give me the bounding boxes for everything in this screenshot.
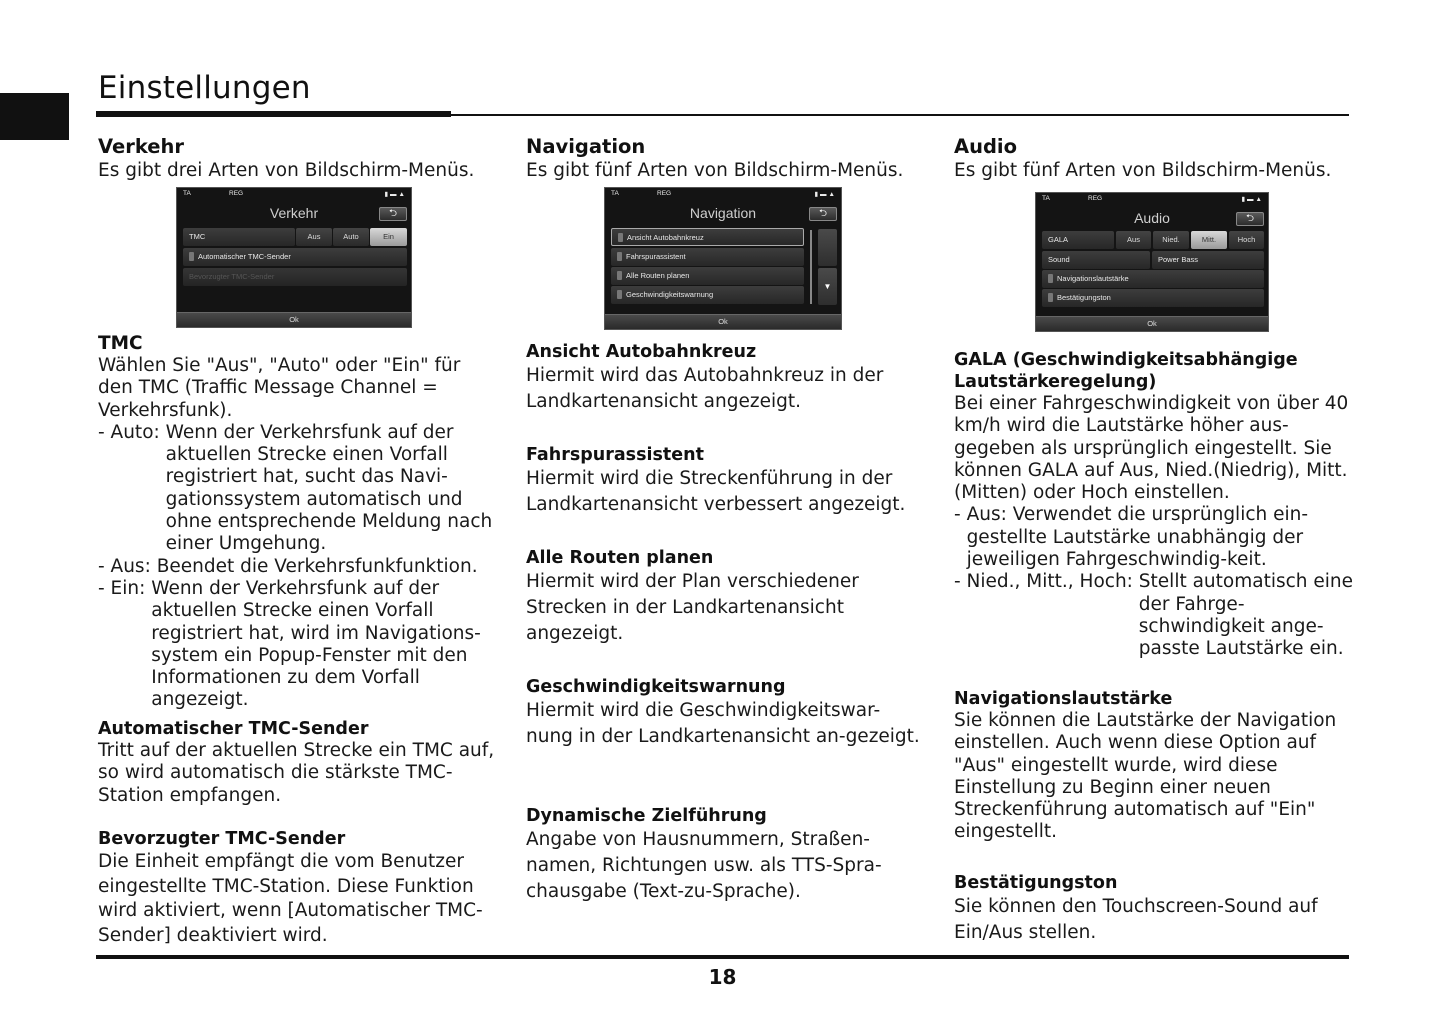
gala-option-mitt[interactable]: Mitt.	[1191, 231, 1227, 249]
back-icon[interactable]: ⮌	[1236, 212, 1264, 226]
bluetooth-battery-signal-icon: ▮▬▲	[814, 191, 837, 198]
sub-text: Angabe von Hausnummern, Straßen-namen, Richtungen usw. als TTS-Spra-chausgabe (Text-zu-Sprache).	[526, 829, 882, 902]
section-pref-tmc	[98, 828, 498, 948]
status-ta: TA	[1042, 195, 1050, 202]
section-intro: Es gibt drei Arten von Bildschirm-Menüs.	[98, 160, 475, 181]
section-tmc	[98, 333, 498, 712]
section-heading: Verkehr	[98, 135, 185, 158]
footer-rule	[96, 955, 1349, 959]
status-reg: REG	[657, 190, 672, 197]
tmc-item-ein: - Ein: Wenn der Verkehrsfunk auf der aktuellen Strecke einen Vorfall registriert hat, wird im Navigations-system ein Popup-Fenster mit den Informationen zu dem Vorfall angezeigt.	[98, 577, 481, 711]
sub-heading: Dynamische Zielführung	[526, 806, 767, 826]
row-navigationslautstaerke[interactable]: Navigationslautstärke	[1042, 270, 1264, 288]
row-auto-tmc[interactable]: Automatischer TMC-Sender	[183, 248, 407, 266]
gala-item-levels: - Nied., Mitt., Hoch: Stellt automatisch eine der Fahrge-schwindigkeit ange-passte Lautstärke ein.	[954, 571, 1354, 660]
tmc-text: Wählen Sie "Aus", "Auto" oder "Ein" für den TMC (Traffic Message Channel = Verkehrsfunk).	[98, 355, 461, 421]
screen-title: Navigation	[689, 205, 757, 221]
bluetooth-battery-signal-icon: ▮▬▲	[384, 191, 407, 198]
nav-volume-text: Sie können die Lautstärke der Navigation einstellen. Auch wenn diese Option auf "Aus" eingestellt wurde, wird diese Einstellung zu Beginn einer neuen Streckenführung automatisch auf "Ein" eingestellt.	[954, 710, 1337, 843]
ok-button[interactable]: Ok	[1036, 316, 1268, 331]
status-reg: REG	[1088, 195, 1103, 202]
gala-option-aus[interactable]: Aus	[1116, 231, 1151, 249]
title-rule	[96, 111, 451, 117]
checkbox-icon	[189, 252, 194, 261]
ok-button[interactable]: Ok	[177, 312, 411, 327]
section-dynamische-zielfuehrung	[526, 805, 926, 904]
checkbox-icon	[617, 290, 622, 299]
gala-item-aus: - Aus: Verwendet die ursprünglich ein-gestellte Lautstärke unabhängig der jeweiligen Fahrgeschwindig-keit.	[954, 504, 1309, 571]
row-bestaetigungston[interactable]: Bestätigungston	[1042, 289, 1264, 307]
section-auto-tmc	[98, 718, 498, 807]
screen-title: Audio	[1134, 210, 1170, 226]
sub-text: Hiermit wird die Streckenführung in der Landkartenansicht verbessert angezeigt.	[526, 468, 906, 515]
checkbox-icon	[1048, 293, 1053, 302]
nav-volume-heading: Navigationslautstärke	[954, 689, 1173, 709]
section-heading: Audio	[954, 135, 1018, 158]
section-alle-routen	[526, 547, 926, 646]
sub-heading: Fahrspurassistent	[526, 445, 704, 465]
status-bar	[177, 188, 411, 199]
tmc-option-aus[interactable]: Aus	[296, 228, 332, 246]
sound-button[interactable]: Sound	[1042, 251, 1150, 269]
pref-tmc-heading: Bevorzugter TMC-Sender	[98, 829, 346, 849]
section-nav-volume	[954, 688, 1354, 844]
verkehr-screen	[176, 187, 412, 328]
scrollbar-track[interactable]	[810, 230, 812, 304]
section-navigation	[526, 134, 926, 182]
navigation-screen	[604, 187, 842, 330]
sub-text: Hiermit wird die Geschwindigkeitswar-nung in der Landkartenansicht an-gezeigt.	[526, 700, 920, 747]
back-icon[interactable]: ⮌	[379, 207, 407, 221]
screen-title: Verkehr	[269, 205, 319, 221]
row-alle-routen[interactable]: Alle Routen planen	[611, 267, 804, 285]
sub-text: Hiermit wird der Plan verschiedener Strecken in der Landkartenansicht angezeigt.	[526, 571, 859, 644]
section-ansicht-autobahnkreuz	[526, 341, 926, 415]
back-icon[interactable]: ⮌	[809, 207, 837, 221]
checkbox-icon	[1048, 274, 1053, 283]
confirm-tone-heading: Bestätigungston	[954, 873, 1118, 893]
chapter-tab-marker	[0, 93, 69, 140]
sub-text: Hiermit wird das Autobahnkreuz in der Landkartenansicht angezeigt.	[526, 365, 884, 412]
pref-tmc-text: Die Einheit empfängt die vom Benutzer eingestellte TMC-Station. Diese Funktion wird aktiviert, wenn [Automatischer TMC-Sender] deaktiviert wird.	[98, 851, 483, 946]
section-audio	[954, 134, 1354, 182]
checkbox-icon	[617, 271, 622, 280]
section-intro: Es gibt fünf Arten von Bildschirm-Menüs.	[526, 160, 904, 181]
status-ta: TA	[183, 190, 191, 197]
row-geschwindigkeitswarnung[interactable]: Geschwindigkeitswarnung	[611, 286, 804, 304]
gala-option-hoch[interactable]: Hoch	[1229, 231, 1264, 249]
section-verkehr	[98, 134, 498, 182]
auto-tmc-heading: Automatischer TMC-Sender	[98, 719, 369, 739]
tmc-heading: TMC	[98, 333, 143, 354]
row-ansicht-autobahnkreuz[interactable]: Ansicht Autobahnkreuz	[611, 228, 804, 246]
section-gala	[954, 349, 1354, 661]
status-bar	[605, 188, 841, 199]
status-ta: TA	[611, 190, 619, 197]
checkbox-icon	[618, 233, 623, 242]
confirm-tone-text: Sie können den Touchscreen-Sound auf Ein/Aus stellen.	[954, 896, 1318, 943]
section-intro: Es gibt fünf Arten von Bildschirm-Menüs.	[954, 160, 1332, 181]
section-geschwindigkeitswarnung	[526, 676, 926, 750]
scroll-down-button[interactable]: ▼	[818, 268, 837, 305]
gala-text: Bei einer Fahrgeschwindigkeit von über 40 km/h wird die Lautstärke höher aus-gegeben als ursprünglich eingestellt. Sie können GALA auf Aus, Nied.(Niedrig), Mitt.(Mitten) oder Hoch einstellen.	[954, 393, 1349, 504]
section-confirm-tone	[954, 872, 1354, 946]
power-bass-button[interactable]: Power Bass	[1152, 251, 1264, 269]
sub-heading: Alle Routen planen	[526, 548, 714, 568]
section-fahrspurassistent	[526, 444, 926, 518]
gala-option-nied[interactable]: Nied.	[1153, 231, 1189, 249]
auto-tmc-text: Tritt auf der aktuellen Strecke ein TMC auf, so wird automatisch die stärkste TMC-Station empfangen.	[98, 740, 495, 806]
tmc-option-auto[interactable]: Auto	[333, 228, 369, 246]
status-bar	[1036, 193, 1268, 204]
audio-screen	[1035, 192, 1269, 332]
tmc-label: TMC	[183, 228, 295, 246]
gala-label: GALA	[1042, 231, 1114, 249]
gala-heading: GALA (Geschwindigkeitsabhängige Lautstärkeregelung)	[954, 350, 1298, 392]
sub-heading: Geschwindigkeitswarnung	[526, 677, 786, 697]
status-reg: REG	[229, 190, 244, 197]
tmc-option-ein[interactable]: Ein	[370, 228, 407, 246]
sub-heading: Ansicht Autobahnkreuz	[526, 342, 757, 362]
checkbox-icon	[617, 252, 622, 261]
page-title: Einstellungen	[98, 70, 311, 106]
tmc-item-auto: - Auto: Wenn der Verkehrsfunk auf der aktuellen Strecke einen Vorfall registriert hat, sucht das Navi-gationssystem automatisch und ohne entsprechende Meldung nach einer Umgehung.	[98, 421, 493, 555]
scroll-up-button[interactable]	[818, 229, 837, 266]
ok-button[interactable]: Ok	[605, 314, 841, 329]
page-number: 18	[708, 965, 737, 989]
row-fahrspurassistent[interactable]: Fahrspurassistent	[611, 248, 804, 266]
row-pref-tmc[interactable]: Bevorzugter TMC-Sender	[183, 268, 407, 286]
tmc-item-aus: - Aus: Beendet die Verkehrsfunkfunktion.	[98, 555, 478, 577]
section-heading: Navigation	[526, 135, 646, 158]
bluetooth-battery-signal-icon: ▮▬▲	[1241, 196, 1264, 203]
title-rule-thin	[451, 114, 1349, 116]
